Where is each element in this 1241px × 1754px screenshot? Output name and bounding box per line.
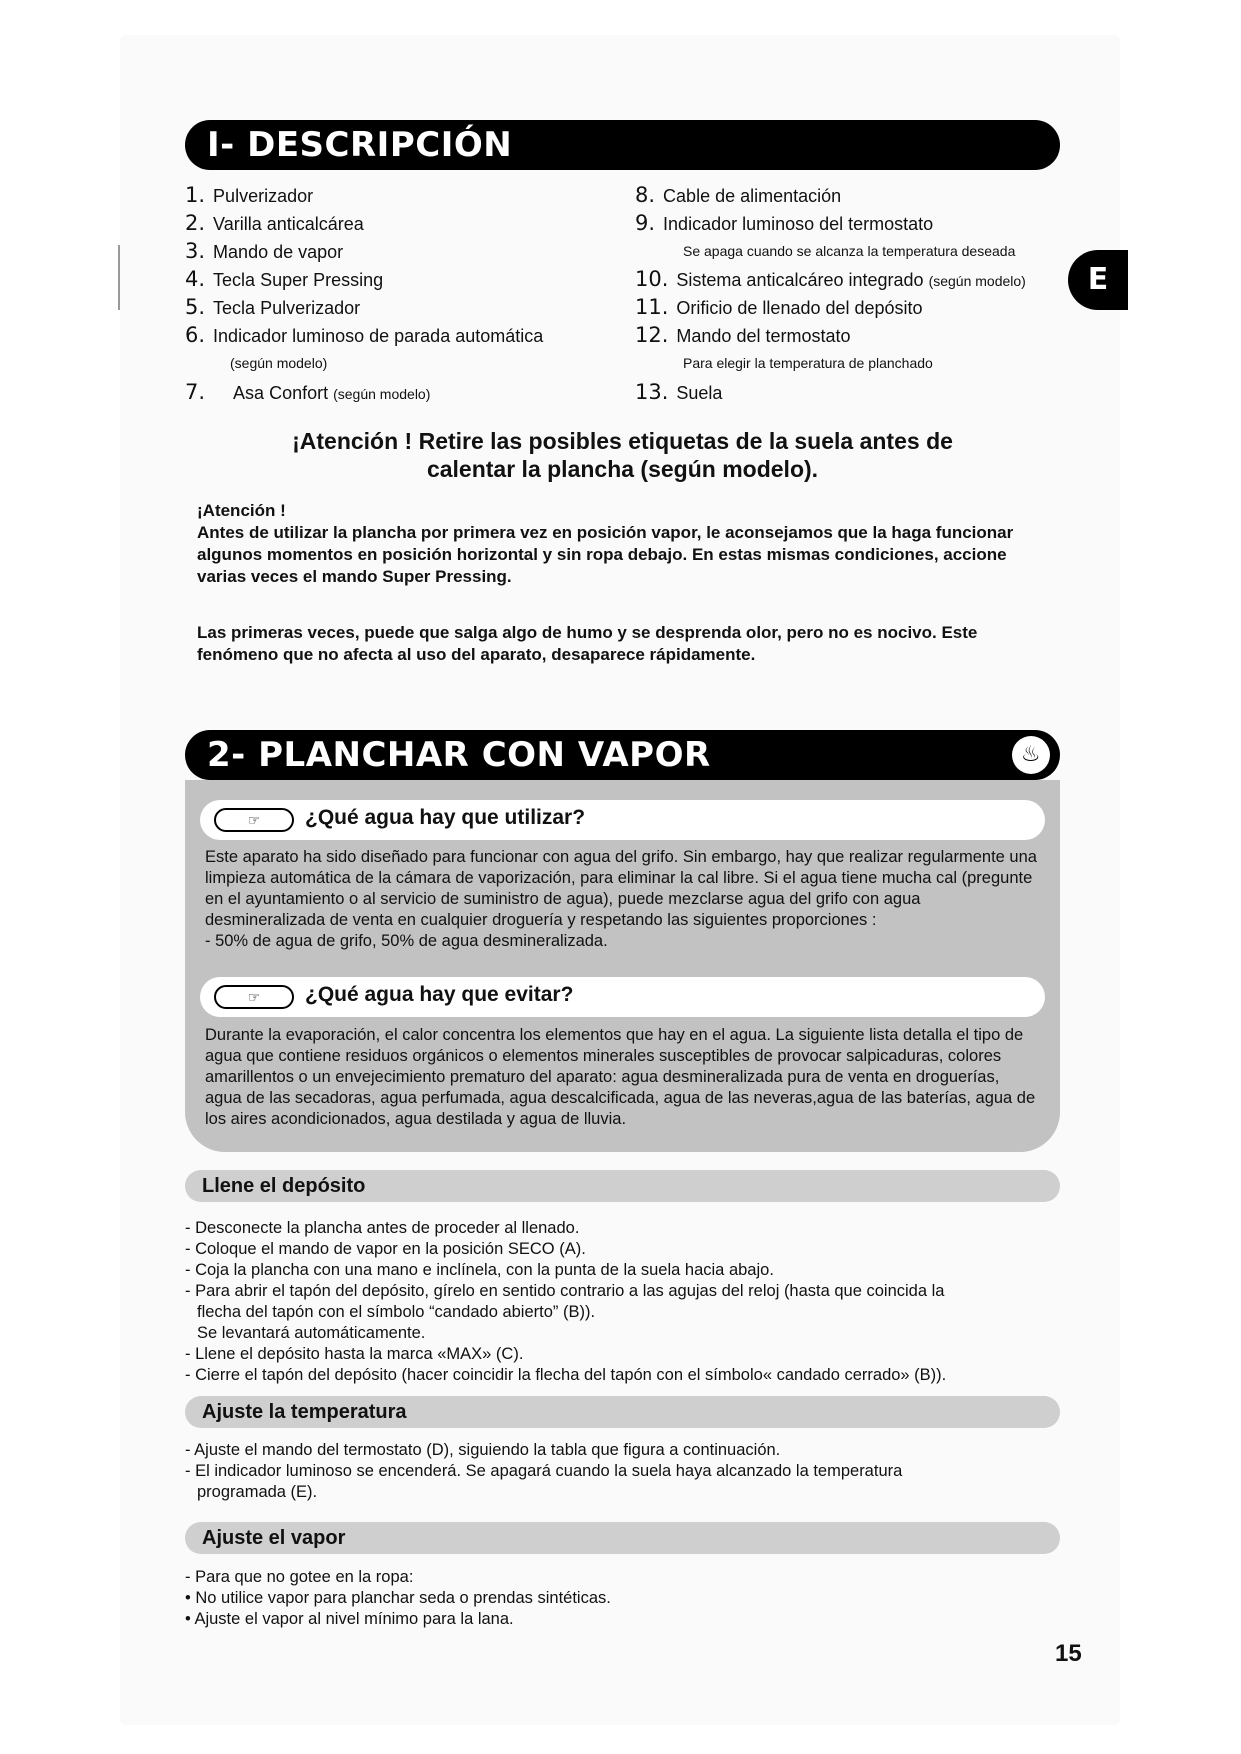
section-2-banner: [185, 730, 1060, 780]
answer-text: Durante la evaporación, el calor concentra los elementos que hay en el agua. La siguiente lista detalla el tipo de agua que contiene residuos orgánicos o elementos minerales susceptibles de provocar salpicaduras, colores amarillentos o un envejecimiento prematuro del aparato: agua desmineralizada pura de venta en droguerías, agua de las secadoras, agua perfumada, agua descalcificada, agua de las neveras,agua de las baterías, agua de los aires acondicionados, agua destilada y agua de lluvia.: [205, 1026, 1036, 1128]
instruction-line: - El indicador luminoso se encenderá. Se apagará cuando la suela haya alcanzado la temperatura: [185, 1462, 903, 1480]
answer-ratio: - 50% de agua de grifo, 50% de agua desmineralizada.: [205, 932, 608, 950]
pointing-hand-icon: ☞: [214, 808, 294, 832]
warning-line: ¡Atención ! Retire las posibles etiquetas de la suela antes de: [292, 428, 953, 454]
list-item: [185, 295, 360, 319]
language-tab: [1068, 250, 1128, 310]
item-note: Se apaga cuando se alcanza la temperatura deseada: [683, 243, 1016, 259]
item-number: 2.: [185, 211, 206, 235]
question-pill: [200, 977, 1045, 1017]
fill-tank-heading: Llene el depósito: [185, 1170, 1060, 1202]
instruction-line: - Para que no gotee en la ropa:: [185, 1568, 414, 1586]
item-label: Tecla Pulverizador: [213, 298, 361, 318]
attention-text: Antes de utilizar la plancha por primera vez en posición vapor, le aconsejamos que la haga funcionar algunos momentos en posición horizontal y sin ropa debajo. En estas mismas condiciones, accione varias veces el mando Super Pressing.: [197, 523, 1014, 586]
list-item: [635, 211, 933, 235]
warning-line: calentar la plancha (según modelo).: [426, 456, 819, 482]
attention-title: ¡Atención !: [197, 501, 286, 520]
instruction-line: - Coloque el mando de vapor en la posición SECO (A).: [185, 1240, 586, 1258]
item-number: 1.: [185, 183, 206, 207]
question-answer: [205, 1025, 1040, 1130]
question-title: ¿Qué agua hay que evitar?: [305, 983, 574, 1006]
instruction-line: - Cierre el tapón del depósito (hacer coincidir la flecha del tapón con el símbolo« candado cerrado» (B)).: [185, 1366, 947, 1384]
margin-mark: [118, 245, 120, 310]
label-warning: [185, 427, 1060, 483]
section-1-banner: [185, 120, 1060, 170]
instruction-line: programada (E).: [197, 1483, 318, 1501]
instruction-line: Se levantará automáticamente.: [197, 1324, 426, 1342]
instruction-line: - Llene el depósito hasta la marca «MAX» (C).: [185, 1345, 524, 1363]
item-label: Indicador luminoso del termostato: [663, 214, 934, 234]
item-number: 10.: [635, 267, 669, 291]
section-1-title: I- DESCRIPCIÓN: [207, 125, 513, 165]
attention-block: [197, 500, 1027, 588]
language-tab-letter: E: [1087, 262, 1109, 297]
list-item: [185, 380, 430, 404]
item-label: Varilla anticalcárea: [213, 214, 364, 234]
question-answer: [205, 847, 1040, 952]
item-label: Mando de vapor: [213, 242, 344, 262]
item-label: Sistema anticalcáreo integrado: [676, 270, 924, 290]
instruction-line: flecha del tapón con el símbolo “candado abierto” (B)).: [197, 1303, 596, 1321]
item-number: 11.: [635, 295, 669, 319]
list-item: [635, 295, 923, 319]
item-label: Pulverizador: [213, 186, 314, 206]
list-item: [635, 380, 722, 404]
list-item: [185, 323, 543, 347]
steam-icon: ♨: [1012, 736, 1050, 774]
item-label: Cable de alimentación: [663, 186, 842, 206]
question-title: ¿Qué agua hay que utilizar?: [305, 806, 586, 829]
item-number: 12.: [635, 323, 669, 347]
steam-heading: Ajuste el vapor: [185, 1522, 1060, 1554]
steam-instructions: [185, 1567, 1065, 1630]
instruction-line: • No utilice vapor para planchar seda o prendas sintéticas.: [185, 1589, 611, 1607]
item-note: (según modelo): [333, 386, 431, 402]
answer-text: Este aparato ha sido diseñado para funcionar con agua del grifo. Sin embargo, hay que realizar regularmente una limpieza automática de la cámara de vaporización, para eliminar la cal libre. Si el agua tiene mucha cal (pregunte en el ayuntamiento o al servicio de suministro de agua), puede mezclarse agua del grifo con agua desmineralizada de venta en cualquier droguería y respetando las siguientes proporciones :: [205, 848, 1037, 929]
list-item: [635, 267, 1026, 291]
page-number: 15: [1055, 1640, 1082, 1667]
item-note: (según modelo): [928, 273, 1026, 289]
temperature-heading: Ajuste la temperatura: [185, 1396, 1060, 1428]
temperature-instructions: [185, 1440, 1065, 1503]
instruction-line: • Ajuste el vapor al nivel mínimo para la lana.: [185, 1610, 514, 1628]
item-number: 5.: [185, 295, 206, 319]
list-item: [635, 183, 841, 207]
item-number: 7.: [185, 380, 206, 404]
smoke-text: Las primeras veces, puede que salga algo de humo y se desprenda olor, pero no es nocivo. Este fenómeno que no afecta al uso del aparato, desaparece rápidamente.: [197, 623, 978, 664]
item-number: 13.: [635, 380, 669, 404]
list-item: [635, 323, 851, 347]
item-label: Tecla Super Pressing: [213, 270, 384, 290]
section-2-title: 2- PLANCHAR CON VAPOR: [207, 735, 711, 775]
instruction-line: - Para abrir el tapón del depósito, gírelo en sentido contrario a las agujas del reloj (hasta que coincida la: [185, 1282, 945, 1300]
question-pill: [200, 800, 1045, 840]
fill-instructions: [185, 1218, 1065, 1386]
item-label: Orificio de llenado del depósito: [676, 298, 923, 318]
item-label: Indicador luminoso de parada automática: [213, 326, 544, 346]
instruction-line: - Coja la plancha con una mano e inclínela, con la punta de la suela hacia abajo.: [185, 1261, 774, 1279]
item-number: 6.: [185, 323, 206, 347]
item-note: (según modelo): [230, 355, 328, 371]
item-note: Para elegir la temperatura de planchado: [683, 355, 933, 371]
item-label: Asa Confort: [233, 383, 329, 403]
item-number: 3.: [185, 239, 206, 263]
list-item: [185, 239, 343, 263]
item-label: Suela: [676, 383, 723, 403]
instruction-line: - Desconecte la plancha antes de proceder al llenado.: [185, 1219, 580, 1237]
list-item: [185, 267, 383, 291]
pointing-hand-icon: ☞: [214, 985, 294, 1009]
instruction-line: - Ajuste el mando del termostato (D), siguiendo la tabla que figura a continuación.: [185, 1441, 781, 1459]
list-item: [185, 211, 364, 235]
list-item: [185, 183, 313, 207]
item-number: 9.: [635, 211, 656, 235]
smoke-note: [197, 622, 1027, 666]
item-number: 8.: [635, 183, 656, 207]
item-label: Mando del termostato: [676, 326, 851, 346]
item-number: 4.: [185, 267, 206, 291]
